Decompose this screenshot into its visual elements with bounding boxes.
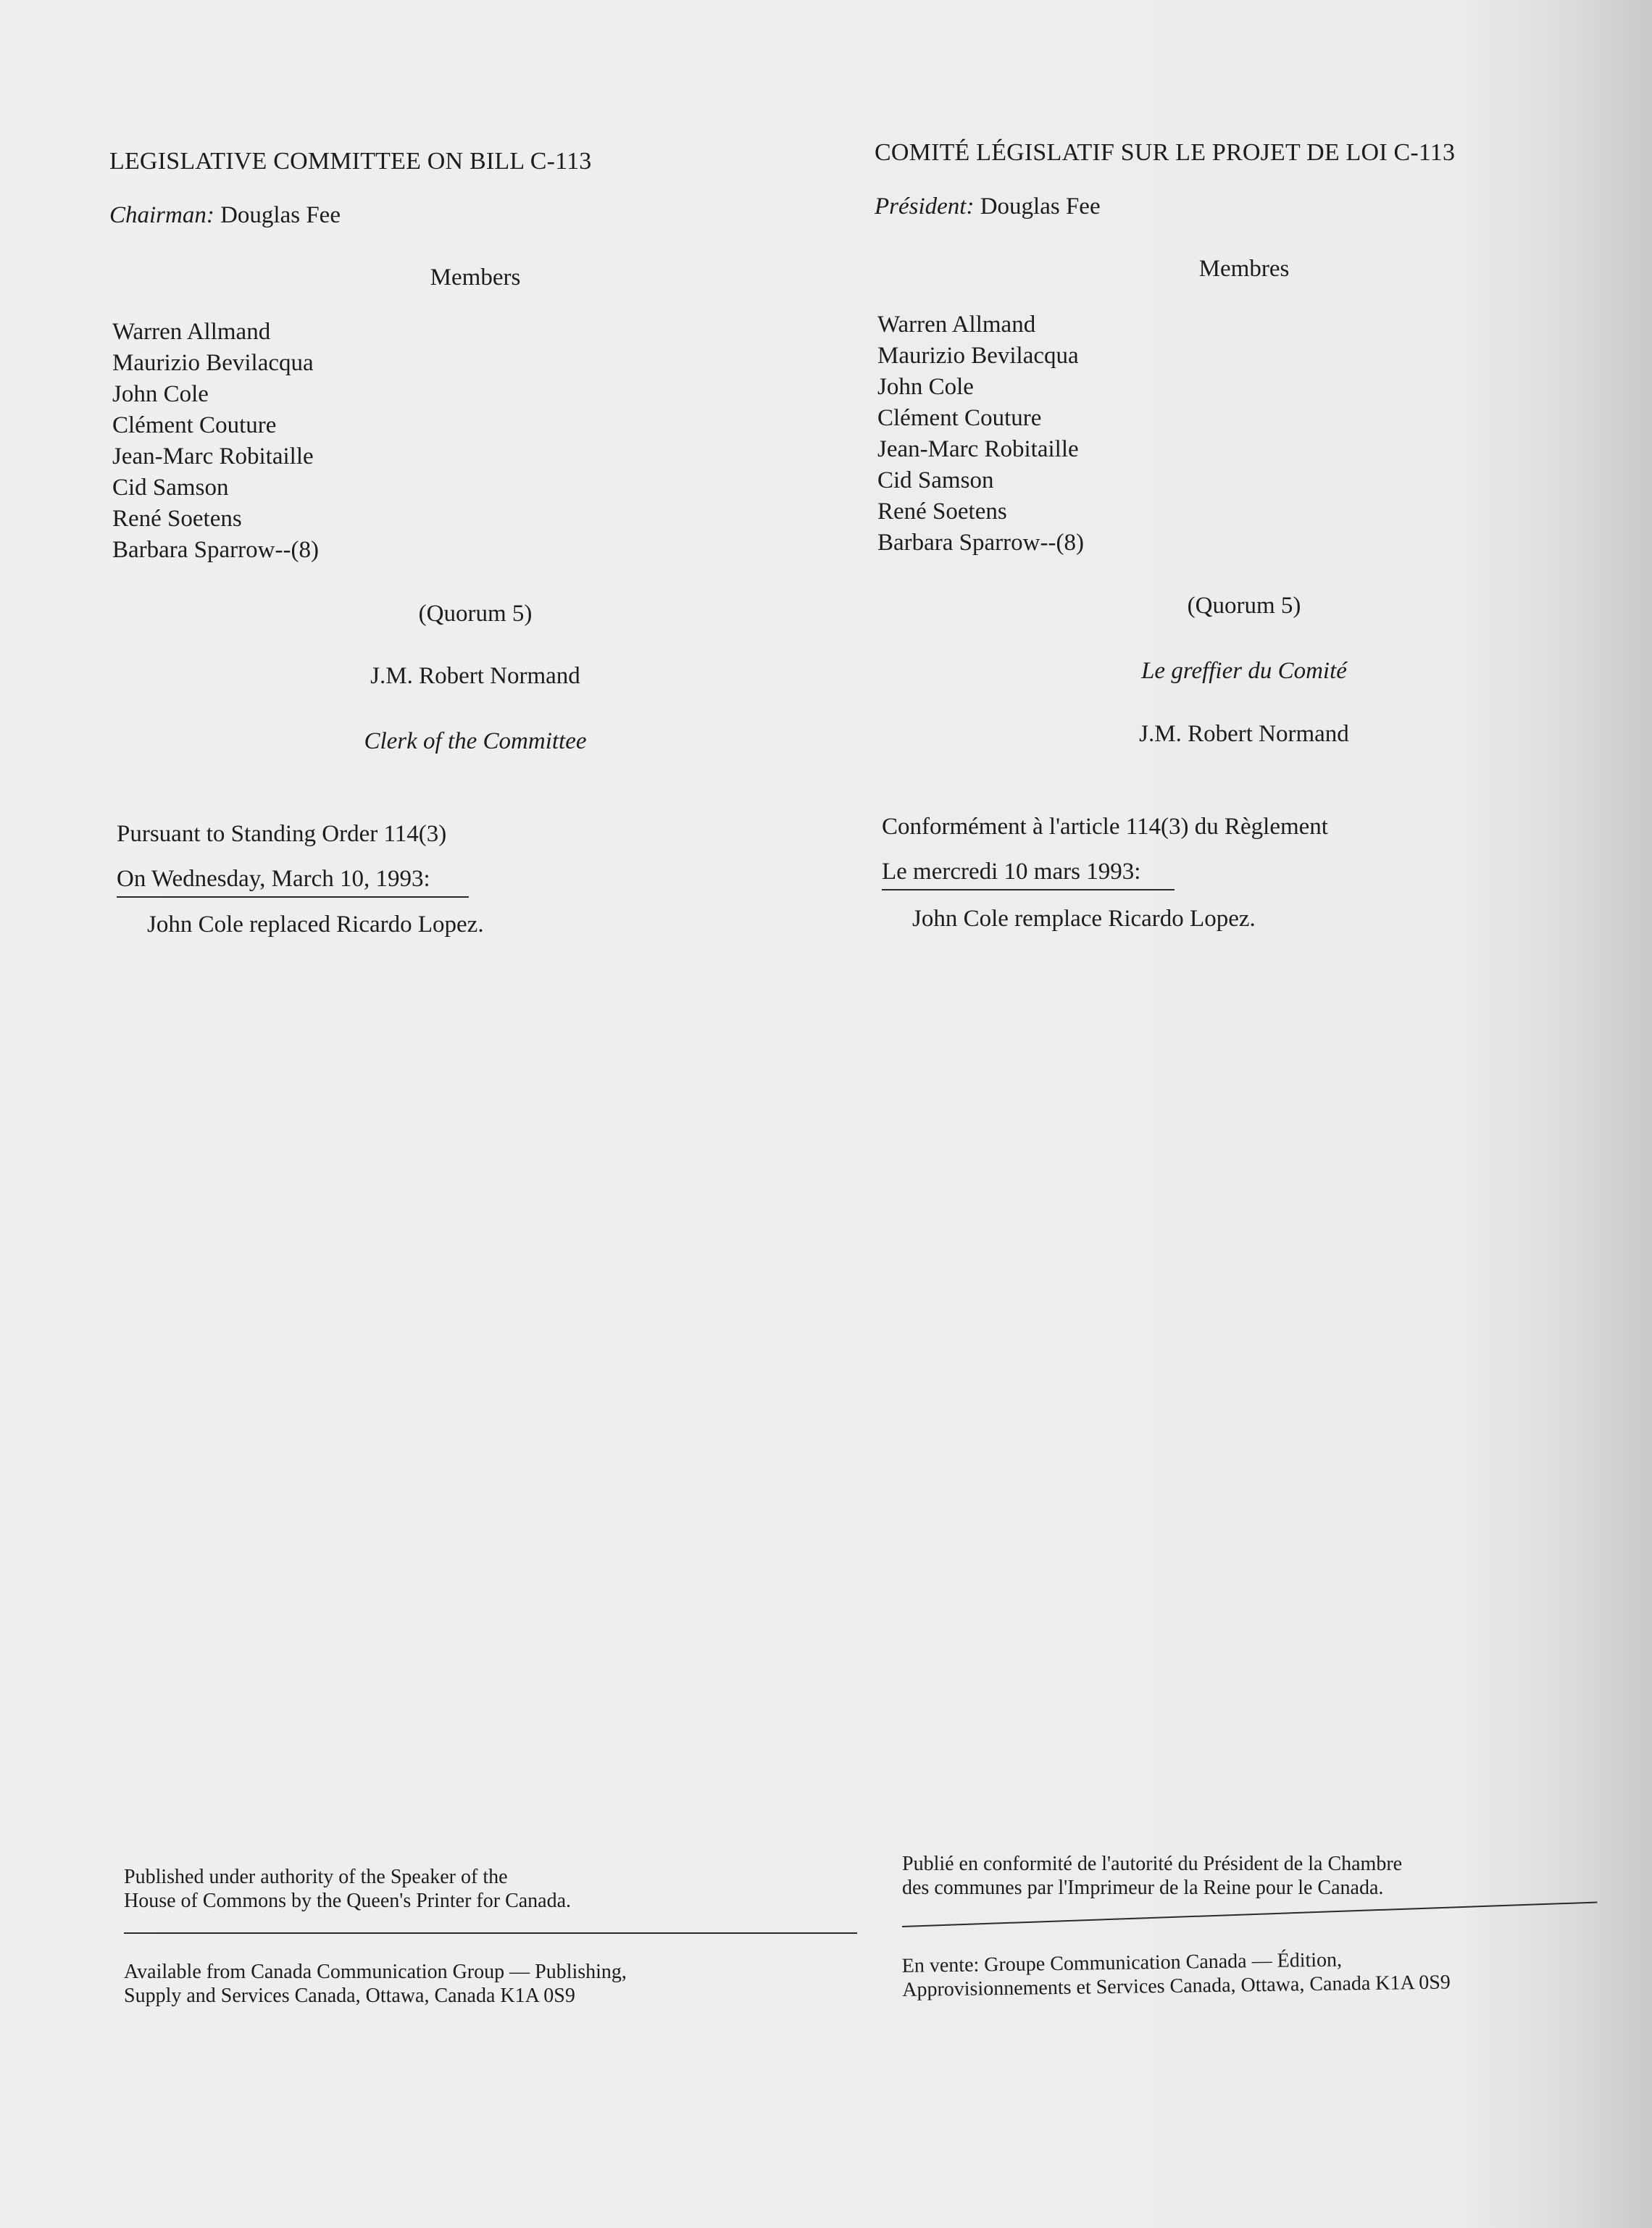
- english-available-line: Available from Canada Communication Group — Publishing,: [124, 1961, 627, 1983]
- french-available-line: Approvisionnements et Services Canada, Ottawa, Canada K1A 0S9: [902, 1971, 1451, 2001]
- english-member-item: John Cole: [112, 381, 209, 407]
- french-member-item: René Soetens: [877, 498, 1007, 525]
- english-member-item: Jean-Marc Robitaille: [112, 443, 314, 470]
- french-available-line: En vente: Groupe Communication Canada — Édition,: [901, 1948, 1343, 1977]
- english-members-list: [112, 317, 319, 566]
- english-standing-order: Pursuant to Standing Order 114(3): [117, 821, 447, 847]
- english-member-item: Warren Allmand: [112, 319, 271, 345]
- french-member-item: Barbara Sparrow--(8): [877, 530, 1084, 556]
- french-date: Le mercredi 10 mars 1993:: [882, 859, 1141, 885]
- french-members-heading: Membres: [1198, 256, 1290, 282]
- french-quorum: (Quorum 5): [1187, 593, 1301, 619]
- french-availability-notice: [902, 1946, 1451, 2002]
- english-member-item: Clément Couture: [112, 412, 277, 438]
- english-available-line: Supply and Services Canada, Ottawa, Canada K1A 0S9: [124, 1985, 575, 2007]
- french-member-item: Warren Allmand: [877, 312, 1036, 338]
- french-replacement: John Cole remplace Ricardo Lopez.: [912, 906, 1256, 932]
- french-member-item: Cid Samson: [877, 467, 994, 493]
- english-replacement: John Cole replaced Ricardo Lopez.: [147, 911, 484, 938]
- english-member-item: Maurizio Bevilacqua: [112, 350, 314, 376]
- french-chair-name: Douglas Fee: [980, 193, 1101, 220]
- french-member-item: Maurizio Bevilacqua: [877, 343, 1079, 369]
- french-member-item: Clément Couture: [877, 405, 1042, 431]
- english-clerk-name: J.M. Robert Normand: [370, 663, 580, 689]
- english-chairman: [109, 200, 341, 231]
- french-committee-title: COMITÉ LÉGISLATIF SUR LE PROJET DE LOI C-113: [875, 139, 1456, 166]
- english-availability-notice: [124, 1960, 627, 2008]
- french-president: [875, 191, 1101, 222]
- english-committee-title: LEGISLATIVE COMMITTEE ON BILL C-113: [109, 148, 592, 175]
- english-footer-rule: [124, 1932, 857, 1934]
- french-published-notice: [902, 1852, 1402, 1900]
- french-standing-order: Conformément à l'article 114(3) du Règlement: [882, 814, 1328, 840]
- french-member-item: Jean-Marc Robitaille: [877, 436, 1079, 462]
- english-published-line: Published under authority of the Speaker of the: [124, 1866, 508, 1888]
- english-member-item: Cid Samson: [112, 475, 229, 501]
- french-footer-rule: [902, 1901, 1597, 1927]
- french-published-line: Publié en conformité de l'autorité du Président de la Chambre: [902, 1853, 1403, 1875]
- french-date-underline: [882, 889, 1175, 890]
- english-member-item: Barbara Sparrow--(8): [112, 537, 319, 563]
- french-clerk-name: J.M. Robert Normand: [1139, 721, 1349, 747]
- french-chair-label: Président:: [875, 193, 975, 220]
- french-clerk-title: Le greffier du Comité: [1141, 658, 1347, 684]
- english-date: On Wednesday, March 10, 1993:: [117, 866, 430, 892]
- english-published-line: House of Commons by the Queen's Printer for Canada.: [124, 1890, 572, 1912]
- english-published-notice: [124, 1865, 571, 1913]
- english-quorum: (Quorum 5): [418, 601, 533, 627]
- english-members-heading: Members: [430, 264, 521, 291]
- english-date-underline: [117, 896, 469, 898]
- french-members-list: [877, 309, 1084, 559]
- english-member-item: René Soetens: [112, 506, 242, 532]
- english-chair-label: Chairman:: [109, 202, 214, 228]
- french-published-line: des communes par l'Imprimeur de la Reine pour le Canada.: [902, 1877, 1384, 1899]
- english-clerk-title: Clerk of the Committee: [364, 728, 587, 754]
- english-chair-name: Douglas Fee: [220, 202, 341, 228]
- french-member-item: John Cole: [877, 374, 974, 400]
